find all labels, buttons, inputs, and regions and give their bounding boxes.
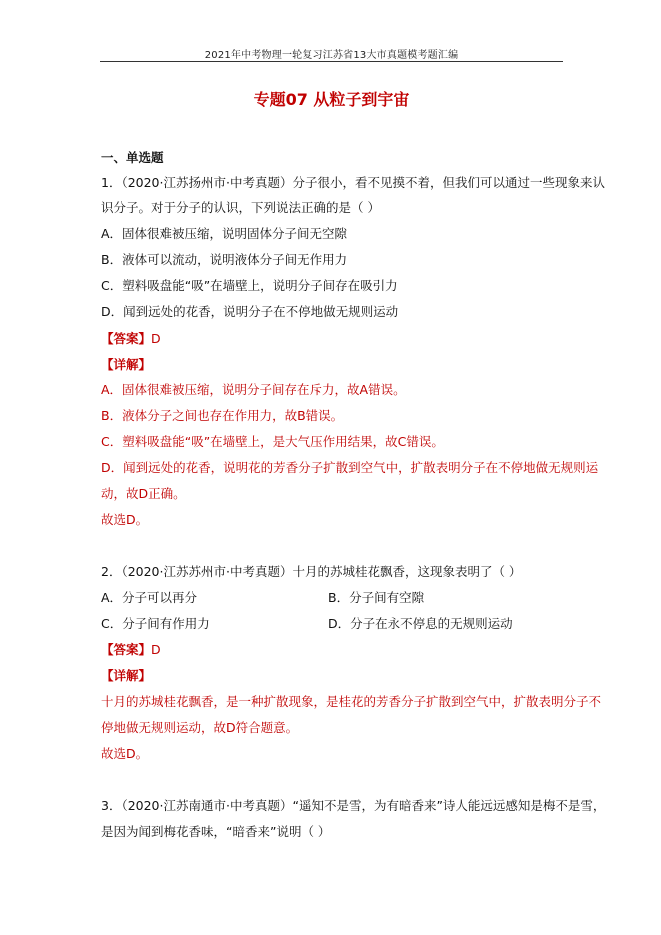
- q2-option-a: A．分子可以再分: [101, 590, 198, 605]
- q3-stem-line2: 是因为闻到梅花香味，“暗香来”说明（ ）: [101, 824, 331, 839]
- q2-detail-label: 【详解】: [101, 668, 152, 683]
- q1-stem-line1: 1．（2020·江苏扬州市·中考真题）分子很小，看不见摸不着，但我们可以通过一些现象来认: [101, 175, 605, 190]
- q2-explanation-1: 十月的苏城桂花飘香，是一种扩散现象，是桂花的芳香分子扩散到空气中，扩散表明分子不: [101, 694, 602, 709]
- q2-explanation-2: 停地做无规则运动，故D符合题意。: [101, 720, 299, 735]
- q2-answer-value: D: [151, 642, 161, 657]
- q1-answer-label: 【答案】: [101, 331, 152, 346]
- section-heading: 一、单选题: [101, 150, 164, 165]
- q1-explanation-b: B．液体分子之间也存在作用力，故B错误。: [101, 408, 344, 423]
- q1-detail-label: 【详解】: [101, 357, 152, 372]
- q3-stem-line1: 3．（2020·江苏南通市·中考真题）“遥知不是雪，为有暗香来”诗人能远远感知是梅不是雪，: [101, 798, 606, 813]
- q1-option-b: B．液体可以流动，说明液体分子间无作用力: [101, 252, 348, 267]
- q2-option-b: B．分子间有空隙: [328, 590, 425, 605]
- q2-stem: 2．（2020·江苏苏州市·中考真题）十月的苏城桂花飘香，这现象表明了（ ）: [101, 564, 522, 579]
- q2-answer: [101, 640, 161, 658]
- q1-option-c: C．塑料吸盘能“吸”在墙壁上，说明分子间存在吸引力: [101, 278, 398, 293]
- page-header: 2021年中考物理一轮复习江苏省13大市真题模考题汇编: [204, 50, 459, 61]
- header-rule: [100, 61, 563, 62]
- q1-explanation-d2: 动，故D正确。: [101, 486, 186, 501]
- q2-option-d: D．分子在永不停息的无规则运动: [328, 616, 513, 631]
- q2-conclusion: 故选D。: [101, 746, 149, 761]
- q2-option-c: C．分子间有作用力: [101, 616, 210, 631]
- q1-conclusion: 故选D。: [101, 512, 149, 527]
- q1-answer-value: D: [151, 331, 161, 346]
- q1-explanation-c: C．塑料吸盘能“吸”在墙壁上，是大气压作用结果，故C错误。: [101, 434, 444, 449]
- q1-stem-line2: 识分子。对于分子的认识，下列说法正确的是（ ）: [101, 200, 380, 215]
- q1-explanation-d1: D．闻到远处的花香，说明花的芳香分子扩散到空气中，扩散表明分子在不停地做无规则运: [101, 460, 599, 475]
- q1-option-a: A．固体很难被压缩，说明固体分子间无空隙: [101, 226, 348, 241]
- q1-explanation-a: A．固体很难被压缩，说明分子间存在斥力，故A错误。: [101, 382, 406, 397]
- q1-option-d: D．闻到远处的花香，说明分子在不停地做无规则运动: [101, 304, 399, 319]
- q2-answer-label: 【答案】: [101, 642, 152, 657]
- q1-answer: [101, 329, 161, 347]
- document-title: 专题07 从粒子到宇宙: [253, 90, 410, 109]
